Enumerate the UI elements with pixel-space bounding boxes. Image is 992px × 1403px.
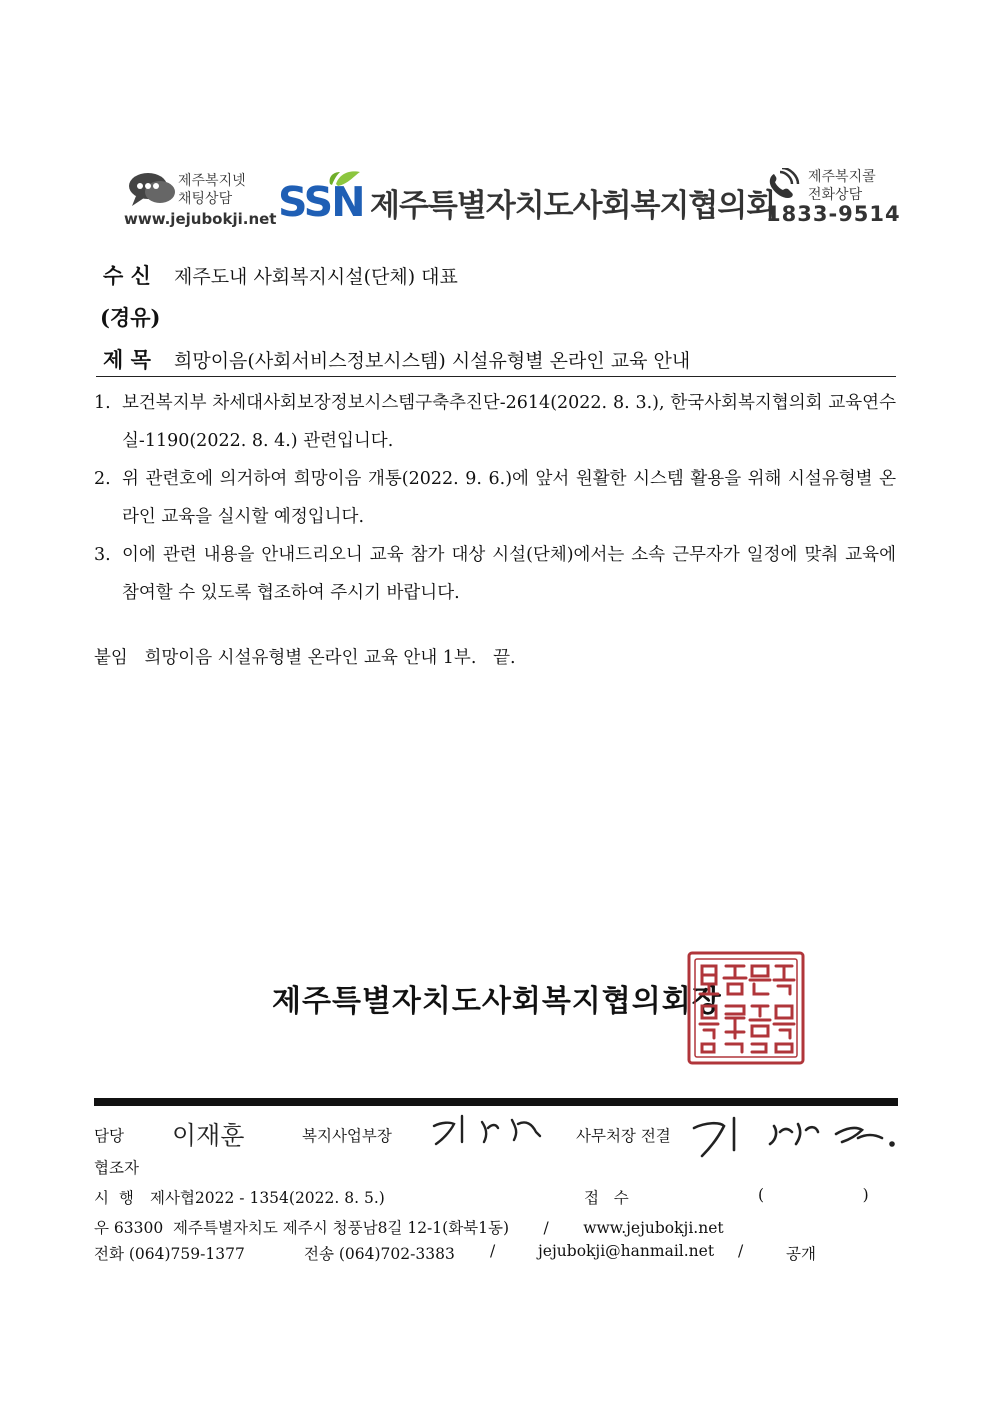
- subject-value: 희망이음(사회서비스정보시스템) 시설유형별 온라인 교육 안내: [174, 350, 691, 372]
- chat-label-line2: 채팅상담: [178, 191, 233, 207]
- chat-bubble-icon: [128, 172, 176, 208]
- email-info: jejubokji@hanmail.net: [538, 1242, 715, 1260]
- separator-slash: /: [738, 1242, 744, 1260]
- body-item-1: [94, 384, 896, 460]
- phone-icon: [764, 168, 804, 202]
- body-item-3: [94, 536, 896, 612]
- phone-consult-label: [808, 168, 876, 204]
- sender-title: 제주특별자치도사회복지협의회장: [272, 984, 722, 1019]
- director-label: 사무처장 전결: [576, 1127, 671, 1145]
- attachment-note: 붙임 희망이음 시설유형별 온라인 교육 안내 1부. 끝.: [94, 648, 516, 668]
- phone-label-line2: 전화상담: [808, 187, 863, 203]
- cooperator-label: 협조자: [94, 1159, 139, 1177]
- staff-signature: 이재훈: [172, 1121, 245, 1150]
- item-text: 위 관련호에 의거하여 희망이음 개통(2022. 9. 6.)에 앞서 원활한 시스템 활용을 위해 시설유형별 온라인 교육을 실시할 예정입니다.: [122, 469, 896, 527]
- chat-label-line1: 제주복지넷: [178, 173, 246, 189]
- org-name: 제주특별자치도사회복지협의회: [370, 188, 776, 224]
- phone-info: 전화 (064)759-1377: [94, 1245, 245, 1263]
- address-line: 우 63300 제주특별자치도 제주시 청풍남8길 12-1(화북1동) / www.jejubokji.net: [94, 1219, 724, 1237]
- to-label: 수 신: [103, 263, 151, 288]
- item-text: 이에 관련 내용을 안내드리오니 교육 참가 대상 시설(단체)에서는 소속 근무자가 일정에 맞춰 교육에 참여할 수 있도록 협조하여 주시기 바랍니다.: [122, 545, 896, 603]
- footer-divider: [94, 1098, 898, 1106]
- item-number: 2.: [94, 469, 111, 489]
- item-text: 보건복지부 차세대사회보장정보시스템구축추진단-2614(2022. 8. 3.), 한국사회복지협의회 교육연수실-1190(2022. 8. 4.) 관련입니다.: [122, 393, 896, 451]
- separator-slash: /: [490, 1242, 496, 1260]
- ssn-logo: [278, 170, 368, 224]
- manager-label: 복지사업부장: [302, 1127, 392, 1145]
- official-seal-icon: [686, 950, 806, 1066]
- item-number: 1.: [94, 393, 111, 413]
- via-label: (경유): [100, 305, 161, 330]
- header-divider: [96, 376, 896, 377]
- phone-number: 1833-9514: [766, 202, 901, 226]
- receipt-label: 접 수: [584, 1189, 629, 1207]
- website-url: www.jejubokji.net: [124, 210, 277, 228]
- disclosure-status: 공개: [786, 1245, 816, 1263]
- enforce-value: 제사협2022 - 1354(2022. 8. 5.): [150, 1189, 385, 1207]
- enforce-label: 시 행: [94, 1189, 134, 1207]
- chat-consult-label: [178, 172, 246, 208]
- receipt-value: ( ): [758, 1186, 869, 1204]
- phone-label-line1: 제주복지콜: [808, 169, 876, 185]
- fax-info: 전송 (064)702-3383: [304, 1245, 455, 1263]
- chat-consult-block: [124, 168, 277, 230]
- director-signature-icon: [690, 1112, 900, 1160]
- to-value: 제주도내 사회복지시설(단체) 대표: [174, 266, 458, 288]
- subject-label: 제 목: [103, 347, 151, 372]
- manager-signature-icon: [432, 1112, 542, 1148]
- ssn-logo-text: SSN: [278, 178, 364, 226]
- item-number: 3.: [94, 545, 111, 565]
- staff-label: 담당: [94, 1127, 124, 1145]
- body-item-2: [94, 460, 896, 536]
